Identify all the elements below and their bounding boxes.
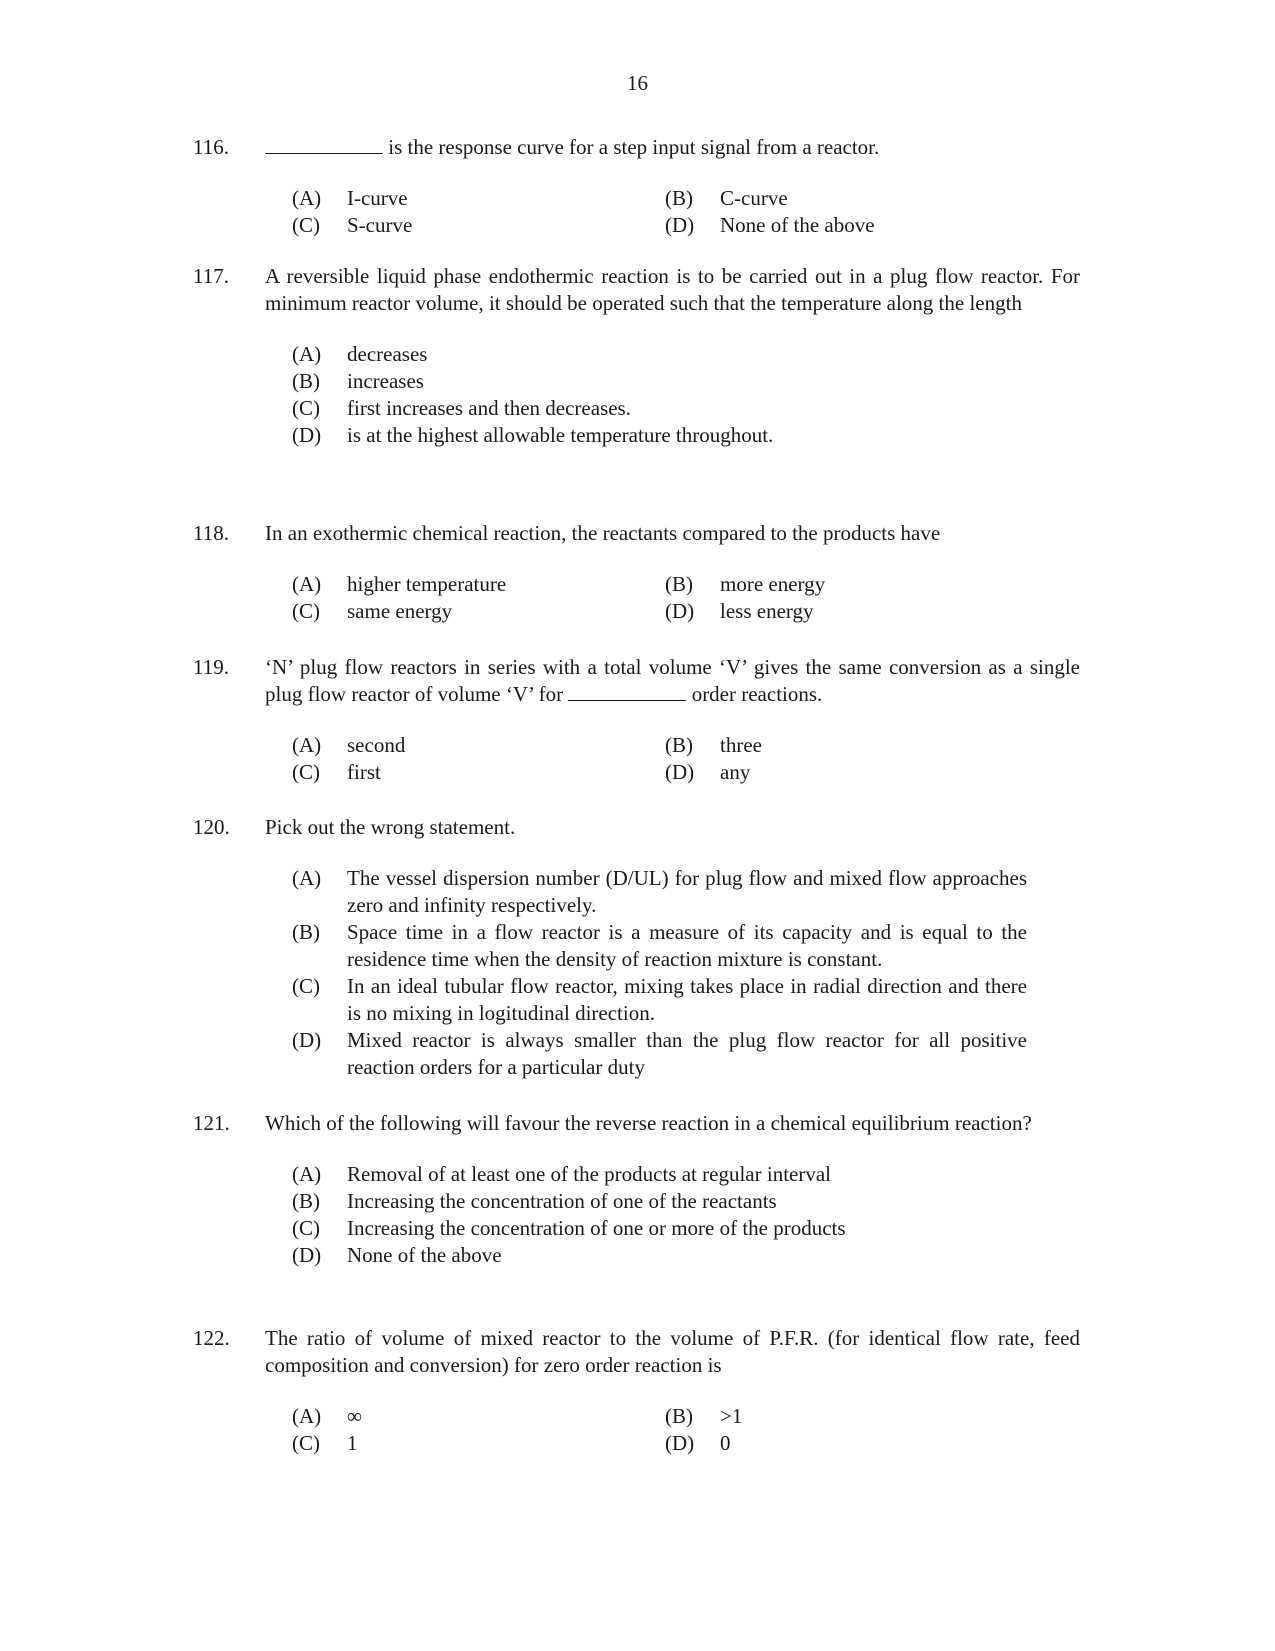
option-letter: (A) bbox=[292, 1404, 322, 1428]
option-c bbox=[292, 598, 665, 625]
question-text: The ratio of volume of mixed reactor to the volume of P.F.R. (for identical flow rate, feed composition and conversion) for zero order reaction is bbox=[265, 1326, 1080, 1377]
option-letter: (B) bbox=[292, 369, 320, 393]
options bbox=[292, 571, 1083, 625]
option-text: Increasing the concentration of one or more of the products bbox=[347, 1216, 846, 1240]
option-d bbox=[665, 212, 1065, 239]
option-text: ∞ bbox=[347, 1404, 362, 1428]
option-letter: (D) bbox=[665, 760, 695, 784]
option-a bbox=[292, 732, 665, 759]
option-letter: (C) bbox=[292, 396, 320, 420]
option-c bbox=[292, 395, 1083, 422]
option-text: more energy bbox=[720, 572, 826, 596]
option-d bbox=[665, 759, 1065, 786]
options bbox=[292, 185, 1083, 239]
option-text: is at the highest allowable temperature throughout. bbox=[347, 423, 774, 447]
question-number: 120. bbox=[193, 815, 230, 839]
option-letter: (B) bbox=[665, 572, 693, 596]
option-letter: (B) bbox=[665, 1404, 693, 1428]
question-117 bbox=[193, 263, 1083, 449]
question-122 bbox=[193, 1325, 1083, 1457]
option-d bbox=[292, 422, 1083, 449]
option-d bbox=[665, 1430, 1065, 1457]
option-letter: (C) bbox=[292, 213, 320, 237]
option-letter: (A) bbox=[292, 866, 322, 890]
option-text: I-curve bbox=[347, 186, 408, 210]
question-number: 119. bbox=[193, 655, 229, 679]
option-letter: (D) bbox=[292, 1028, 322, 1052]
option-letter: (D) bbox=[665, 213, 695, 237]
option-text: first increases and then decreases. bbox=[347, 396, 631, 420]
option-text: None of the above bbox=[347, 1243, 502, 1267]
option-c bbox=[292, 212, 665, 239]
question-120 bbox=[193, 814, 1083, 1081]
option-text: 0 bbox=[720, 1431, 731, 1455]
option-a bbox=[292, 865, 1083, 919]
option-letter: (B) bbox=[292, 920, 320, 944]
option-letter: (C) bbox=[292, 974, 320, 998]
option-letter: (C) bbox=[292, 599, 320, 623]
option-c bbox=[292, 1215, 1083, 1242]
question-number: 117. bbox=[193, 264, 229, 288]
option-text: second bbox=[347, 733, 406, 757]
option-a bbox=[292, 341, 1083, 368]
option-letter: (A) bbox=[292, 186, 322, 210]
option-text: increases bbox=[347, 369, 424, 393]
option-text: higher temperature bbox=[347, 572, 507, 596]
option-a bbox=[292, 185, 665, 212]
option-text: The vessel dispersion number (D/UL) for plug flow and mixed flow approaches zero and infinity respectively. bbox=[347, 866, 1027, 917]
option-letter: (B) bbox=[665, 733, 693, 757]
option-letter: (C) bbox=[292, 1431, 320, 1455]
question-text: is the response curve for a step input signal from a reactor. bbox=[265, 134, 1080, 161]
option-text: >1 bbox=[720, 1404, 743, 1428]
answer-blank bbox=[568, 682, 686, 701]
option-d bbox=[292, 1027, 1083, 1081]
option-text: Removal of at least one of the products at regular interval bbox=[347, 1162, 831, 1186]
option-text: None of the above bbox=[720, 213, 875, 237]
option-d bbox=[665, 598, 1065, 625]
option-a bbox=[292, 1403, 665, 1430]
option-text: C-curve bbox=[720, 186, 788, 210]
option-text: same energy bbox=[347, 599, 453, 623]
option-b bbox=[665, 571, 1065, 598]
option-b bbox=[292, 368, 1083, 395]
option-letter: (D) bbox=[292, 423, 322, 447]
option-b bbox=[292, 919, 1083, 973]
option-letter: (D) bbox=[292, 1243, 322, 1267]
option-letter: (A) bbox=[292, 342, 322, 366]
question-text: A reversible liquid phase endothermic reaction is to be carried out in a plug flow reactor. For minimum reactor volume, it should be operated such that the temperature along the length bbox=[265, 264, 1080, 315]
option-a bbox=[292, 571, 665, 598]
question-text: In an exothermic chemical reaction, the reactants compared to the products have bbox=[265, 521, 941, 545]
option-text: 1 bbox=[347, 1431, 358, 1455]
page-number: 16 bbox=[627, 71, 648, 95]
options bbox=[292, 1161, 1083, 1269]
question-text: Which of the following will favour the reverse reaction in a chemical equilibrium reaction? bbox=[265, 1111, 1032, 1135]
option-c bbox=[292, 1430, 665, 1457]
option-text: decreases bbox=[347, 342, 428, 366]
option-b bbox=[665, 185, 1065, 212]
option-text: any bbox=[720, 760, 751, 784]
options bbox=[292, 732, 1083, 786]
option-text: three bbox=[720, 733, 762, 757]
question-number: 121. bbox=[193, 1111, 230, 1135]
option-text: In an ideal tubular flow reactor, mixing takes place in radial direction and there is no mixing in logitudinal direction. bbox=[347, 974, 1027, 1025]
option-letter: (B) bbox=[292, 1189, 320, 1213]
option-b bbox=[292, 1188, 1083, 1215]
option-text: less energy bbox=[720, 599, 814, 623]
option-text: Increasing the concentration of one of the reactants bbox=[347, 1189, 777, 1213]
options bbox=[292, 341, 1083, 449]
options bbox=[292, 865, 1083, 1081]
option-c bbox=[292, 973, 1083, 1027]
option-d bbox=[292, 1242, 1083, 1269]
option-letter: (A) bbox=[292, 1162, 322, 1186]
option-letter: (A) bbox=[292, 733, 322, 757]
option-text: Mixed reactor is always smaller than the plug flow reactor for all positive reaction orders for a particular duty bbox=[347, 1028, 1027, 1079]
option-text: first bbox=[347, 760, 381, 784]
option-a bbox=[292, 1161, 1083, 1188]
option-letter: (B) bbox=[665, 186, 693, 210]
option-letter: (D) bbox=[665, 599, 695, 623]
option-letter: (A) bbox=[292, 572, 322, 596]
option-c bbox=[292, 759, 665, 786]
options bbox=[292, 1403, 1083, 1457]
option-text: S-curve bbox=[347, 213, 413, 237]
option-letter: (D) bbox=[665, 1431, 695, 1455]
question-118 bbox=[193, 520, 1083, 625]
question-121 bbox=[193, 1110, 1083, 1269]
answer-blank bbox=[265, 135, 383, 154]
option-text: Space time in a flow reactor is a measure of its capacity and is equal to the residence time when the density of reaction mixture is constant. bbox=[347, 920, 1027, 971]
question-number: 116. bbox=[193, 135, 229, 159]
question-text: ‘N’ plug flow reactors in series with a total volume ‘V’ gives the same conversion as a single plug flow reactor of volume ‘V’ for order reactions. bbox=[265, 655, 1080, 706]
option-b bbox=[665, 1403, 1065, 1430]
option-b bbox=[665, 732, 1065, 759]
question-119 bbox=[193, 654, 1083, 786]
question-number: 118. bbox=[193, 521, 229, 545]
question-number: 122. bbox=[193, 1326, 230, 1350]
option-letter: (C) bbox=[292, 760, 320, 784]
option-letter: (C) bbox=[292, 1216, 320, 1240]
question-text: Pick out the wrong statement. bbox=[265, 815, 516, 839]
question-116 bbox=[193, 134, 1083, 239]
